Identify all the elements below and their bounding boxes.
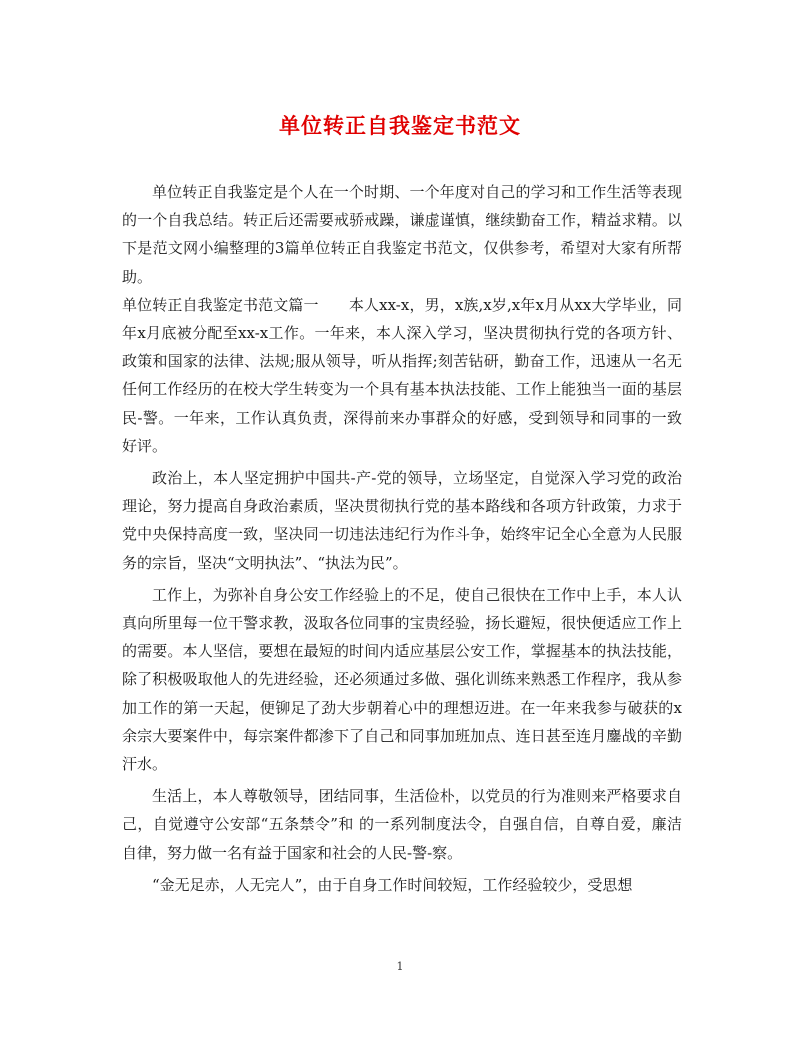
paragraph-sample-one: 单位转正自我鉴定书范文篇一 本人xx-x，男，x族,x岁,x年x月从xx大学毕业，同年x月底被分配至xx-x工作。一年来，本人深入学习，坚决贯彻执行党的各项方针、政策和国家的法律、法规;服从领导，听从指挥;刻苦钻研，勤奋工作，迅速从一名无任何工作经历的在校大学生转变为一个具有基本执法技能、工作上能独当一面的基层民-警。一年来，工作认真负责，深得前来办事群众的好感，受到领导和同事的一致好评。 [122, 295, 682, 455]
page-number: 1 [396, 960, 404, 973]
document-title: 单位转正自我鉴定书范文 [279, 113, 521, 138]
paragraph-work: 工作上，为弥补自身公安工作经验上的不足，使自己很快在工作中上手，本人认真向所里每一位干警求教，汲取各位同事的宝贵经验，扬长避短，很快便适应工作上的需要。本人坚信，要想在最短的时间内适应基层公安工作，掌握基本的执法技能，除了积极吸取他人的先进经验，还必须通过多做、强化训练来熟悉工作程序，我从参加工作的第一天起，便铆足了劲大步朝着心中的理想迈进。在一年来我参与破获的x余宗大要案件中，每宗案件都渗下了自己和同事加班加点、连日甚至连月鏖战的辛勤汗水。 [122, 585, 682, 774]
document-body [122, 178, 682, 899]
paragraph-intro: 单位转正自我鉴定是个人在一个时期、一个年度对自己的学习和工作生活等表现的一个自我总结。转正后还需要戒骄戒躁，谦虚谨慎，继续勤奋工作，精益求精。以下是范文网小编整理的3篇单位转正自我鉴定书范文，仅供参考，希望对大家有所帮助。 [122, 183, 682, 286]
paragraph-life: 生活上，本人尊敬领导，团结同事，生活俭朴，以党员的行为准则来严格要求自己，自觉遵守公安部“五条禁令”和 的一系列制度法令，自强自信，自尊自爱，廉洁自律，努力做一名有益于国家和社会的人民-警-察。 [122, 787, 682, 862]
paragraph-closing: “金无足赤，人无完人”，由于自身工作时间较短，工作经验较少，受思想 [152, 875, 633, 894]
paragraph-politics: 政治上，本人坚定拥护中国共-产-党的领导，立场坚定，自觉深入学习党的政治理论，努力提高自身政治素质，坚决贯彻执行党的基本路线和各项方针政策，力求于党中央保持高度一致，坚决同一切违法违纪行为作斗争，始终牢记全心全意为人民服务的宗旨，坚决“文明执法”、“执法为民”。 [122, 469, 682, 572]
